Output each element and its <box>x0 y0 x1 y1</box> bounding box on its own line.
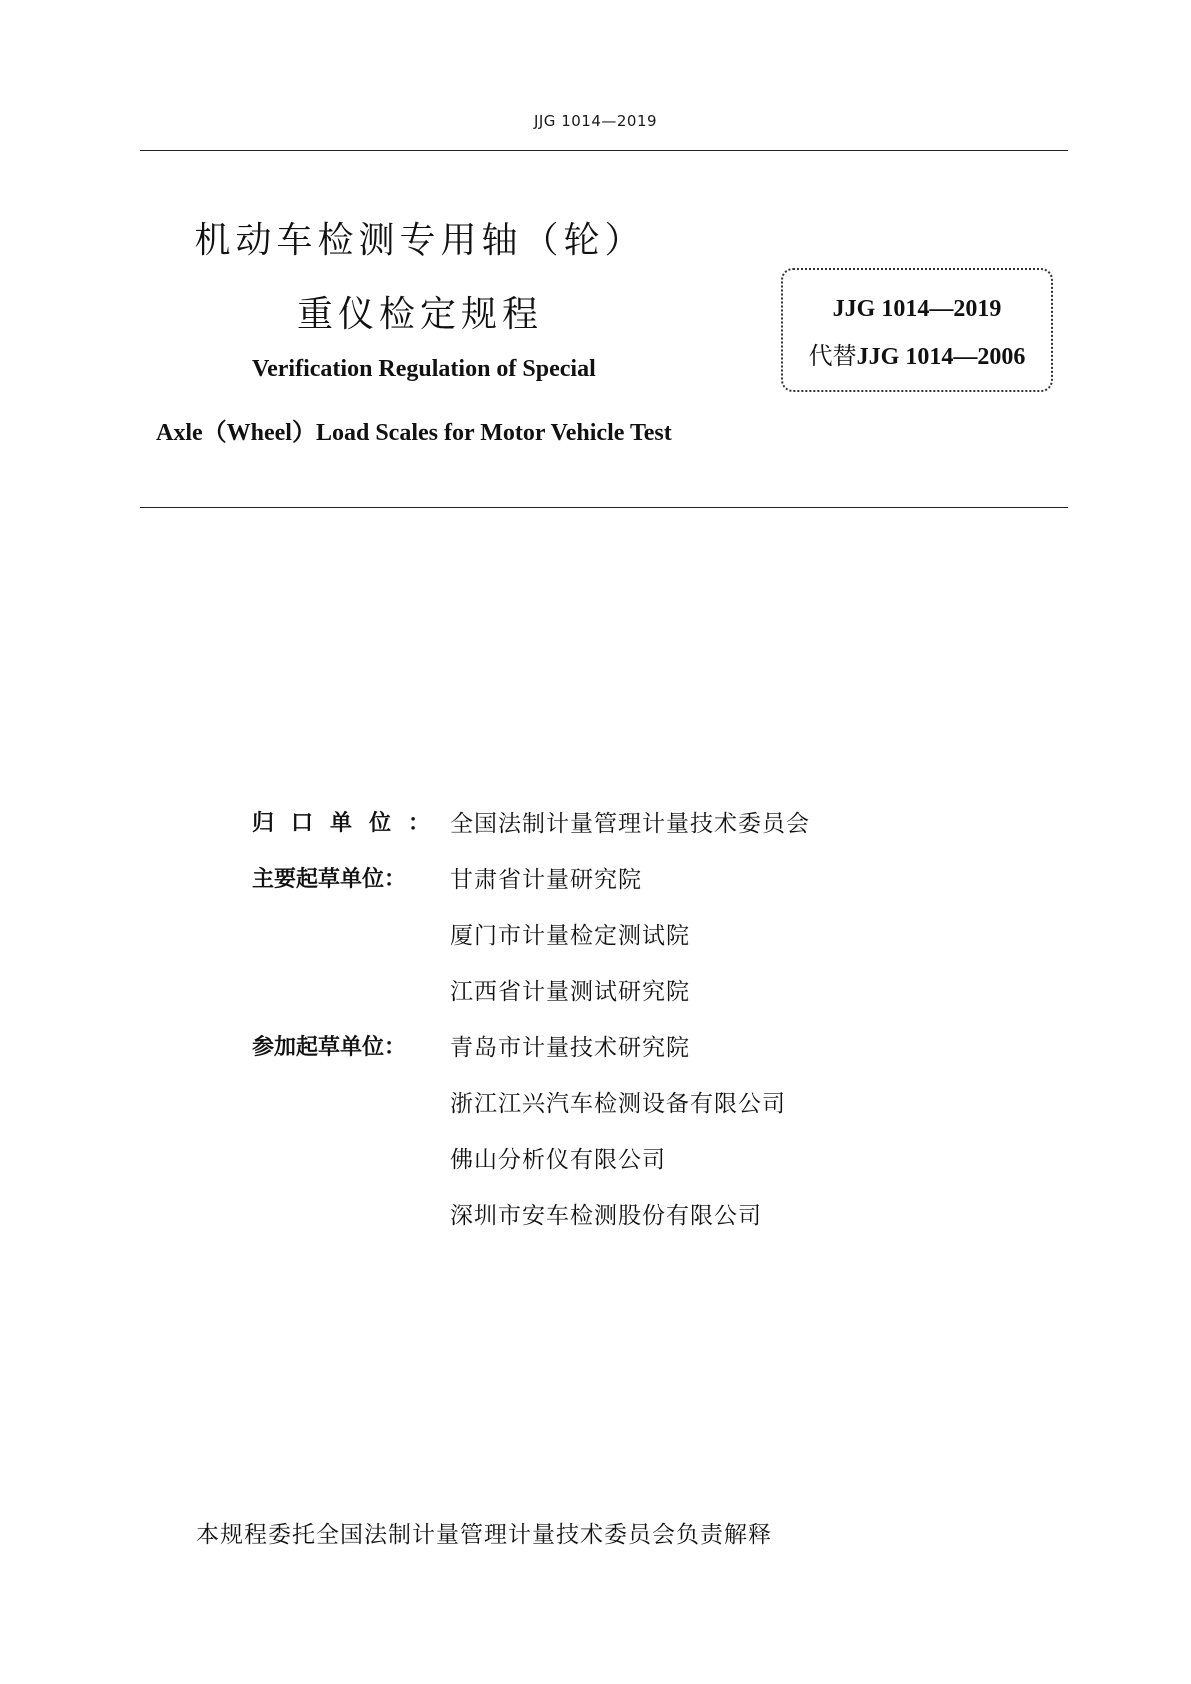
responsible-unit-label: 归口单位： <box>252 811 448 836</box>
responsible-unit-value: 全国法制计量管理计量技术委员会 <box>450 811 810 837</box>
standard-code-box <box>781 268 1053 392</box>
code-box-replaces-code: JJG 1014—2006 <box>856 344 1026 370</box>
interpretation-note: 本规程委托全国法制计量管理计量技术委员会负责解释 <box>196 1522 772 1548</box>
main-drafting-unit: 江西省计量测试研究院 <box>450 979 690 1005</box>
title-bottom-rule <box>140 507 1068 508</box>
participating-drafting-label: 参加起草单位： <box>252 1035 407 1060</box>
header-code: JJG 1014—2019 <box>533 112 658 130</box>
code-box-code: JJG 1014—2019 <box>832 296 1002 322</box>
header-rule <box>140 150 1068 151</box>
title-zh-line2: 重仪检定规程 <box>296 294 543 335</box>
main-drafting-unit: 厦门市计量检定测试院 <box>450 923 690 949</box>
participating-drafting-unit: 青岛市计量技术研究院 <box>450 1035 690 1061</box>
code-box-replaces-prefix: 代替 <box>808 342 857 370</box>
participating-drafting-unit: 深圳市安车检测股份有限公司 <box>450 1203 762 1229</box>
title-en-line2: Axle（Wheel）Load Scales for Motor Vehicle Test <box>156 420 672 446</box>
main-drafting-unit: 甘肃省计量研究院 <box>450 867 642 893</box>
code-box-replaces <box>783 336 1051 371</box>
participating-drafting-unit: 佛山分析仪有限公司 <box>450 1147 666 1173</box>
main-drafting-label: 主要起草单位： <box>252 867 407 892</box>
participating-drafting-unit: 浙江江兴汽车检测设备有限公司 <box>450 1091 786 1117</box>
title-zh-line1: 机动车检测专用轴（轮） <box>194 220 646 261</box>
title-en-line1: Verification Regulation of Special <box>252 356 596 382</box>
